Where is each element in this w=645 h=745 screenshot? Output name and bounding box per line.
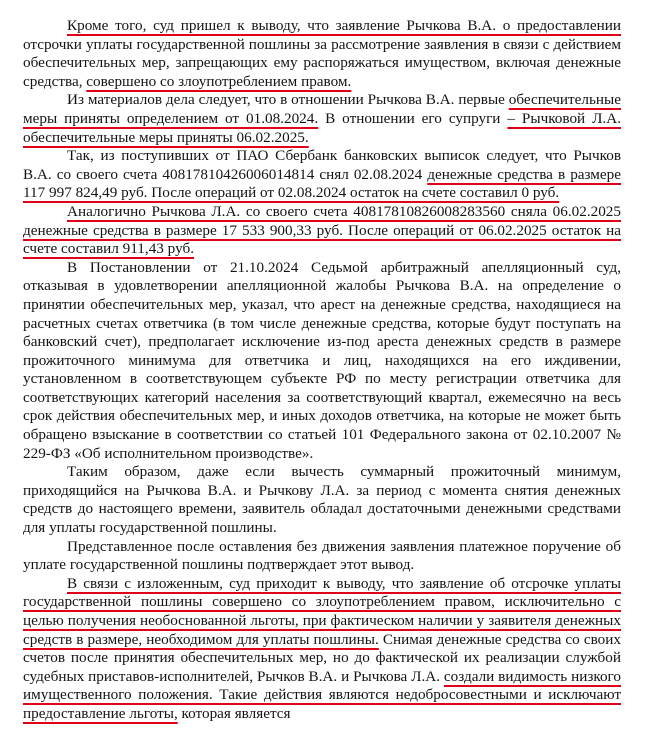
body-text: Снимая денежные средства со своих счетов после принятия обеспечительных мер, но до фактической их реализации службой судебных приставов-исполнителей, Рычков В.А. и Рычкова Л.А. xyxy=(23,630,621,685)
underlined-text: Кроме того, суд пришел к выводу, что заявление Рычкова В.А. о предоставлении xyxy=(67,17,621,34)
underlined-text: обеспечительные меры приняты определением от 01.08.2024. xyxy=(23,91,621,127)
body-text: отсрочки уплаты государственной пошлины за рассмотрение заявления в связи с действием обеспечительных мер, запрещающих ему распоряжаться имуществом, включая денежные средства, xyxy=(23,35,621,90)
body-text: которая является xyxy=(177,704,291,722)
underlined-text: В связи с изложенным, суд приходит к выводу, что заявление об отсрочке уплаты государственной пошлины совершено со злоупотреблением правом, исключительно с целью получения необоснованной льготы, при фактическом наличии у заявителя денежных средств в размере, необходимом для уплаты пошлины. xyxy=(23,574,621,648)
paragraph-1 xyxy=(23,17,621,91)
body-text: Представленное после оставления без движения заявления платежное поручение об уплате государственной пошлины подтверждает этот вывод. xyxy=(23,537,621,574)
underlined-text: – Рычковой Л.А. обеспечительные меры приняты 06.02.2025. xyxy=(23,109,621,146)
underlined-text: совершено со злоупотреблением правом. xyxy=(86,72,352,90)
document-text xyxy=(23,17,621,724)
body-text: Из материалов дела следует, что в отношении Рычкова В.А. первые xyxy=(67,91,509,109)
paragraph-8 xyxy=(23,575,621,724)
body-text: Таким образом, даже если вычесть суммарный прожиточный минимум, приходящийся на Рычкова В.А. и Рычкову Л.А. за период с момента снятия денежных средств до настоящего времени, заявитель обладал достаточными денежными средствами для уплаты государственной пошлины. xyxy=(23,463,621,537)
body-text: В отношении его супруги xyxy=(318,109,508,127)
underlined-text: создали видимость низкого имущественного положения. Такие действия являются недобросовестными и исключают предоставление льготы, xyxy=(23,667,621,722)
paragraph-7 xyxy=(23,538,621,575)
body-text: В Постановлении от 21.10.2024 Седьмой арбитражный апелляционный суд, отказывая в удовлетворении апелляционной жалобы Рычкова В.А. на определение о принятии обеспечительных мер, указал, что арест на денежные средства, находящиеся на расчетных счетах ответчика (в том числе денежные средства, которые будут поступать на банковский счет), предполагает исключение из-под ареста денежных средств в размере прожиточного минимума для ответчика и лиц, находящихся на его иждивении, установленном в соответствующем субъекте РФ по месту регистрации ответчика для соответствующих категорий населения за соответствующий квартал, ежемесячно на весь срок действия обеспечительных мер, и иных доходов ответчика, на которые не может быть обращено взыскание в соответствии со статьей 101 Федерального закона от 02.10.2007 № 229-ФЗ «Об исполнительном производстве». xyxy=(23,258,621,462)
underlined-text: денежные средства в размере 117 997 824,49 руб. После операций от 02.08.2024 остаток на счете составил 0 руб. xyxy=(23,165,621,202)
paragraph-4 xyxy=(23,203,621,259)
body-text: Так, из поступивших от ПАО Сбербанк банковских выписок следует, что Рычков В.А. со своего счета 40817810426006014814 снял 02.08.2024 xyxy=(23,147,621,183)
paragraph-2 xyxy=(23,91,621,147)
paragraph-6 xyxy=(23,463,621,537)
paragraph-3 xyxy=(23,147,621,203)
underlined-text: Аналогично Рычкова Л.А. со своего счета 40817810826008283560 сняла 06.02.2025 денежные средства в размере 17 533 900,33 руб. После операций от 06.02.2025 остаток на счете составил 911,43 руб. xyxy=(23,202,621,258)
paragraph-5 xyxy=(23,259,621,464)
